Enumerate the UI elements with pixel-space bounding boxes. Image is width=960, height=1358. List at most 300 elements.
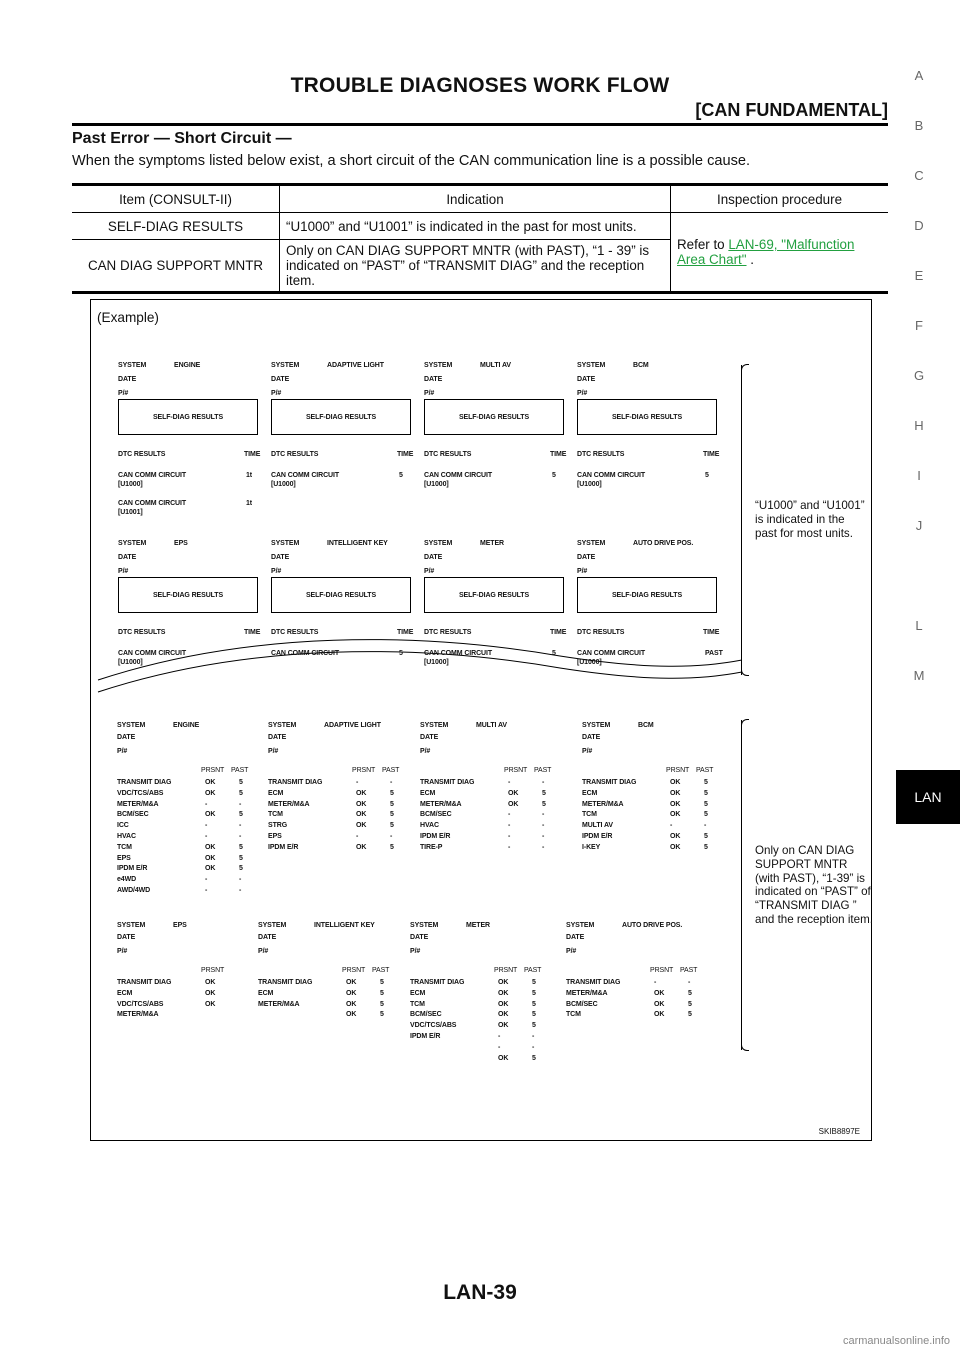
prsnt-value: - — [498, 1043, 501, 1051]
unit-name: EPS — [117, 854, 131, 862]
support-table — [258, 978, 408, 1026]
side-index-j[interactable]: J — [915, 518, 923, 533]
dtc-results-label: DTC RESULTS — [271, 629, 319, 636]
unit-name: BCM/SEC — [420, 811, 452, 819]
prsnt-value: OK — [670, 779, 681, 786]
side-tab-lan[interactable]: LAN — [896, 770, 960, 824]
past-value: 5 — [704, 843, 708, 851]
prsnt-value: - — [205, 822, 208, 830]
unit-name: VDC/TCS/ABS — [117, 789, 164, 797]
unit-name: TRANSMIT DIAG — [117, 979, 172, 986]
prsnt-value: OK — [498, 1022, 509, 1030]
can-comm-label: CAN COMM CIRCUIT — [271, 472, 340, 479]
unit-name: TRANSMIT DIAG — [117, 779, 172, 786]
past-value: - — [542, 822, 545, 830]
row-indication: “U1000” and “U1001” is indicated in the past for most units. — [280, 213, 671, 240]
prsnt-value: OK — [205, 854, 216, 862]
dtc-code: [U1000] — [577, 659, 602, 666]
past-value: - — [542, 779, 545, 786]
side-index-c[interactable]: C — [914, 168, 924, 183]
past-value: 5 — [380, 1011, 384, 1019]
selfdiag-screen — [424, 538, 574, 708]
past-value: 5 — [239, 789, 243, 797]
time-label: TIME — [244, 629, 261, 636]
system-label: SYSTEM — [258, 922, 287, 929]
prsnt-value: OK — [356, 800, 367, 808]
system-name: MULTI AV — [480, 362, 511, 369]
support-screen — [566, 920, 716, 1080]
dtc-results-label: DTC RESULTS — [271, 451, 319, 458]
prsnt-value: OK — [670, 811, 681, 819]
can-comm-label: CAN COMM CIRCUIT — [577, 650, 646, 657]
time-label: TIME — [244, 451, 261, 458]
self-diag-results-box: SELF-DIAG RESULTS — [577, 399, 717, 435]
side-index-i[interactable]: I — [917, 468, 921, 483]
date-label: DATE — [420, 734, 439, 741]
past-value: 5 — [704, 833, 708, 840]
prsnt-value: - — [356, 779, 359, 786]
past-value: 5 — [532, 1000, 536, 1008]
dtc-time: 5 — [399, 472, 403, 479]
system-label: SYSTEM — [271, 540, 300, 547]
unit-name: BCM/SEC — [410, 1011, 442, 1019]
unit-name: ICC — [117, 822, 129, 830]
system-label: SYSTEM — [424, 540, 453, 547]
system-label: SYSTEM — [582, 722, 611, 729]
past-value: 5 — [239, 865, 243, 873]
selfdiag-screen — [271, 538, 421, 708]
system-name: ADAPTIVE LIGHT — [327, 362, 384, 369]
prsnt-value: OK — [356, 789, 367, 797]
date-label: DATE — [424, 376, 443, 383]
pn-label: P/# — [582, 748, 593, 755]
time-label: TIME — [397, 629, 414, 636]
prsnt-label: PRSNT — [494, 967, 518, 974]
side-index-b[interactable]: B — [914, 118, 924, 133]
prsnt-value: - — [508, 811, 511, 819]
prsnt-value: OK — [356, 843, 367, 851]
self-diag-results-box: SELF-DIAG RESULTS — [118, 577, 258, 613]
date-label: DATE — [424, 554, 443, 561]
pn-label: P/# — [117, 748, 128, 755]
prsnt-value: OK — [670, 843, 681, 851]
page-title: TROUBLE DIAGNOSES WORK FLOW — [290, 74, 670, 97]
past-label: PAST — [372, 967, 390, 974]
past-label: PAST — [231, 767, 249, 774]
support-screen — [117, 720, 267, 894]
past-value: - — [239, 887, 242, 894]
date-label: DATE — [268, 734, 287, 741]
dtc-code: [U1000] — [271, 481, 296, 488]
procedure-suffix: . — [746, 252, 754, 267]
side-index-a[interactable]: A — [914, 68, 924, 83]
prsnt-value: - — [205, 876, 208, 884]
past-value: - — [704, 822, 707, 830]
unit-name: VDC/TCS/ABS — [410, 1022, 457, 1030]
date-label: DATE — [582, 734, 601, 741]
dtc-code: [U1000] — [424, 659, 449, 666]
time-label: TIME — [550, 629, 567, 636]
unit-name: METER/M&A — [117, 1011, 159, 1019]
past-value: - — [239, 833, 242, 840]
prsnt-value: OK — [498, 1000, 509, 1008]
prsnt-value: OK — [654, 989, 665, 997]
can-comm-label: CAN COMM CIRCUIT — [118, 500, 187, 507]
prsnt-value: OK — [508, 800, 519, 808]
prsnt-value: - — [205, 887, 208, 894]
system-label: SYSTEM — [424, 362, 453, 369]
system-name: METER — [466, 922, 491, 929]
past-value: - — [542, 811, 545, 819]
past-value: - — [542, 833, 545, 840]
self-diag-results-box: SELF-DIAG RESULTS — [271, 577, 411, 613]
prsnt-value: OK — [498, 1054, 509, 1062]
system-label: SYSTEM — [566, 922, 595, 929]
past-label: PAST — [534, 767, 552, 774]
selfdiag-screen — [118, 360, 268, 530]
selfdiag-screen — [271, 360, 421, 530]
past-value: 5 — [688, 1011, 692, 1019]
watermark: carmanualsonline.info — [842, 1335, 950, 1347]
side-index-l[interactable]: L — [915, 618, 923, 633]
prsnt-value: OK — [654, 1000, 665, 1008]
pn-label: P/# — [117, 948, 128, 955]
dtc-time: 5 — [399, 650, 403, 657]
date-label: DATE — [258, 934, 277, 941]
past-value: - — [542, 843, 545, 851]
system-name: BCM — [638, 722, 654, 729]
unit-name: ECM — [258, 989, 274, 997]
unit-name: TCM — [410, 1000, 425, 1008]
dtc-results-label: DTC RESULTS — [118, 451, 166, 458]
past-value: 5 — [390, 822, 394, 830]
pn-label: P/# — [566, 948, 577, 955]
unit-name: I-KEY — [582, 843, 601, 851]
pn-label: P/# — [410, 948, 421, 955]
past-label: PAST — [696, 767, 714, 774]
selfdiag-screen — [577, 538, 727, 708]
unit-name: HVAC — [117, 833, 136, 840]
dtc-code: [U1000] — [577, 481, 602, 488]
dtc-time: 5 — [705, 472, 709, 479]
past-value: 5 — [239, 854, 243, 862]
dtc-code: [U1001] — [118, 509, 143, 516]
prsnt-value: - — [670, 822, 673, 830]
support-screen — [258, 920, 408, 1080]
unit-name: METER/M&A — [258, 1000, 300, 1008]
unit-name: MULTI AV — [582, 822, 613, 830]
unit-name: STRG — [268, 822, 288, 830]
prsnt-value: - — [205, 833, 208, 840]
unit-name: TCM — [566, 1011, 581, 1019]
past-value: 5 — [390, 843, 394, 851]
unit-name: TRANSMIT DIAG — [566, 979, 621, 986]
procedure-prefix: Refer to — [677, 237, 729, 252]
system-name: ENGINE — [174, 362, 201, 369]
self-diag-results-box: SELF-DIAG RESULTS — [424, 577, 564, 613]
figure-code: SKIB8897E — [818, 1127, 860, 1136]
prsnt-label: PRSNT — [650, 967, 674, 974]
dtc-time: 5 — [552, 472, 556, 479]
selfdiag-screen — [118, 538, 268, 708]
system-name: INTELLIGENT KEY — [314, 922, 375, 929]
system-label: SYSTEM — [117, 922, 146, 929]
support-table — [117, 778, 267, 903]
unit-name: TRANSMIT DIAG — [420, 779, 475, 786]
dtc-results-label: DTC RESULTS — [424, 629, 472, 636]
bracket-bottom — [741, 720, 749, 1050]
prsnt-value: - — [356, 833, 359, 840]
unit-name: ECM — [420, 789, 436, 797]
past-label: PAST — [382, 767, 400, 774]
past-value: 5 — [542, 789, 546, 797]
past-value: 5 — [532, 989, 536, 997]
system-label: SYSTEM — [577, 540, 606, 547]
unit-name: ECM — [582, 789, 598, 797]
prsnt-value: OK — [205, 1000, 216, 1008]
past-value: 5 — [239, 779, 243, 786]
past-value: - — [239, 822, 242, 830]
row-item: CAN DIAG SUPPORT MNTR — [72, 240, 280, 293]
past-value: 5 — [532, 979, 536, 986]
selfdiag-screen — [577, 360, 727, 530]
date-label: DATE — [410, 934, 429, 941]
unit-name: ECM — [410, 989, 426, 997]
support-table — [420, 778, 570, 859]
past-value: 5 — [239, 843, 243, 851]
prsnt-value: OK — [670, 833, 681, 840]
prsnt-value: OK — [670, 789, 681, 797]
dtc-time: 1t — [246, 472, 253, 479]
prsnt-label: PRSNT — [666, 767, 690, 774]
unit-name: TCM — [117, 843, 132, 851]
system-label: SYSTEM — [117, 722, 146, 729]
past-value: 5 — [704, 789, 708, 797]
prsnt-value: OK — [670, 800, 681, 808]
system-label: SYSTEM — [271, 362, 300, 369]
dtc-time: 5 — [552, 650, 556, 657]
system-label: SYSTEM — [268, 722, 297, 729]
can-comm-label: CAN COMM CIRCUIT — [118, 472, 187, 479]
prsnt-value: OK — [508, 789, 519, 797]
prsnt-value: OK — [346, 1011, 357, 1019]
prsnt-value: OK — [654, 1011, 665, 1019]
past-value: - — [239, 876, 242, 884]
past-value: - — [390, 779, 393, 786]
unit-name: METER/M&A — [268, 800, 310, 808]
pn-label: P/# — [268, 748, 279, 755]
can-comm-label: CAN COMM CIRCUIT — [424, 472, 493, 479]
can-comm-label: CAN COMM CIRCUIT — [424, 650, 493, 657]
past-value: 5 — [542, 800, 546, 808]
prsnt-label: PRSNT — [201, 967, 225, 974]
dtc-time: 1t — [246, 500, 253, 507]
system-name: AUTO DRIVE POS. — [633, 540, 694, 547]
unit-name: BCM/SEC — [117, 811, 149, 819]
unit-name: TRANSMIT DIAG — [582, 779, 637, 786]
unit-name: ECM — [117, 989, 133, 997]
past-value: 5 — [390, 800, 394, 808]
prsnt-label: PRSNT — [352, 767, 376, 774]
prsnt-value: OK — [498, 989, 509, 997]
prsnt-label: PRSNT — [504, 767, 528, 774]
prsnt-value: OK — [498, 1011, 509, 1019]
support-screen — [410, 920, 560, 1080]
header-indication: Indication — [280, 185, 671, 213]
prsnt-value: OK — [205, 779, 216, 786]
system-name: MULTI AV — [476, 722, 507, 729]
support-screen — [420, 720, 570, 880]
date-label: DATE — [117, 734, 136, 741]
system-name: INTELLIGENT KEY — [327, 540, 388, 547]
self-diag-results-box: SELF-DIAG RESULTS — [577, 577, 717, 613]
unit-name: METER/M&A — [420, 800, 462, 808]
prsnt-label: PRSNT — [342, 967, 366, 974]
prsnt-value: - — [508, 822, 511, 830]
past-label: PAST — [524, 967, 542, 974]
unit-name: TRANSMIT DIAG — [410, 979, 465, 986]
system-label: SYSTEM — [118, 540, 147, 547]
date-label: DATE — [118, 554, 137, 561]
past-value: 5 — [532, 1054, 536, 1062]
side-index-d[interactable]: D — [914, 218, 924, 233]
unit-name: IPDM E/R — [582, 833, 613, 840]
dtc-results-label: DTC RESULTS — [577, 629, 625, 636]
prsnt-value: OK — [346, 989, 357, 997]
side-index-e[interactable]: E — [914, 268, 924, 283]
can-comm-label: CAN COMM CIRCUIT — [271, 650, 340, 657]
row-indication: Only on CAN DIAG SUPPORT MNTR (with PAST), “1 - 39” is indicated on “PAST” of “TRANSMIT DIAG” and the reception item. — [280, 240, 671, 293]
prsnt-value: OK — [205, 979, 216, 986]
past-value: 5 — [390, 789, 394, 797]
row-item: SELF-DIAG RESULTS — [72, 213, 280, 240]
support-table — [582, 778, 732, 859]
pn-label: P/# — [271, 390, 282, 397]
unit-name: AWD/4WD — [117, 887, 151, 894]
side-index-h[interactable]: H — [914, 418, 924, 433]
past-value: 5 — [380, 979, 384, 986]
unit-name: METER/M&A — [117, 800, 159, 808]
prsnt-value: OK — [205, 989, 216, 997]
selfdiag-screen — [424, 360, 574, 530]
prsnt-label: PRSNT — [201, 767, 225, 774]
prsnt-value: - — [508, 779, 511, 786]
unit-name: ECM — [268, 789, 284, 797]
malfunction-area-chart-link[interactable]: LAN-69, "Malfunction Area Chart" — [677, 237, 855, 267]
system-label: SYSTEM — [118, 362, 147, 369]
prsnt-value: OK — [205, 789, 216, 797]
self-diag-results-box: SELF-DIAG RESULTS — [271, 399, 411, 435]
pn-label: P/# — [118, 568, 129, 575]
page-number: LAN-39 — [443, 1281, 517, 1304]
past-value: 5 — [704, 800, 708, 808]
pn-label: P/# — [577, 390, 588, 397]
self-diag-results-box: SELF-DIAG RESULTS — [118, 399, 258, 435]
past-value: - — [532, 1033, 535, 1040]
side-index-m[interactable]: M — [913, 668, 925, 683]
past-value: 5 — [532, 1022, 536, 1030]
side-index-g[interactable]: G — [913, 368, 925, 383]
support-table — [268, 778, 418, 859]
system-name: ENGINE — [173, 722, 200, 729]
system-name: EPS — [174, 540, 188, 547]
support-screen — [117, 920, 267, 1080]
unit-name: TCM — [268, 811, 283, 819]
past-value: - — [239, 800, 242, 808]
past-value: - — [532, 1043, 535, 1051]
unit-name: TIRE-P — [420, 843, 443, 851]
section-title: Past Error — Short Circuit — — [72, 130, 292, 147]
system-label: SYSTEM — [420, 722, 449, 729]
dtc-time: PAST — [705, 650, 723, 657]
past-value: 5 — [688, 1000, 692, 1008]
side-index-f[interactable]: F — [915, 318, 923, 333]
date-label: DATE — [577, 554, 596, 561]
intro-text: When the symptoms listed below exist, a short circuit of the CAN communication line is a possible cause. — [72, 153, 751, 169]
date-label: DATE — [117, 934, 136, 941]
dtc-code: [U1000] — [118, 481, 143, 488]
unit-name: IPDM E/R — [117, 865, 148, 873]
unit-name: METER/M&A — [582, 800, 624, 808]
unit-name: IPDM E/R — [420, 833, 451, 840]
can-comm-label: CAN COMM CIRCUIT — [577, 472, 646, 479]
past-value: 5 — [704, 779, 708, 786]
prsnt-value: - — [654, 979, 657, 986]
prsnt-value: OK — [346, 1000, 357, 1008]
pn-label: P/# — [271, 568, 282, 575]
example-label: (Example) — [97, 310, 159, 325]
date-label: DATE — [118, 376, 137, 383]
pn-label: P/# — [118, 390, 129, 397]
support-table — [566, 978, 716, 1026]
unit-name: HVAC — [420, 822, 439, 830]
system-name: EPS — [173, 922, 187, 929]
system-name: METER — [480, 540, 505, 547]
support-screen — [268, 720, 418, 880]
unit-name: BCM/SEC — [566, 1000, 598, 1008]
prsnt-value: - — [508, 833, 511, 840]
pn-label: P/# — [577, 568, 588, 575]
system-label: SYSTEM — [410, 922, 439, 929]
unit-name: VDC/TCS/ABS — [117, 1000, 164, 1008]
bracket-top — [741, 365, 749, 675]
unit-name: EPS — [268, 833, 282, 840]
prsnt-value: OK — [356, 822, 367, 830]
pn-label: P/# — [424, 568, 435, 575]
dtc-results-label: DTC RESULTS — [424, 451, 472, 458]
time-label: TIME — [550, 451, 567, 458]
past-value: 5 — [704, 811, 708, 819]
unit-name: METER/M&A — [566, 989, 608, 997]
prsnt-value: - — [498, 1033, 501, 1040]
annotation-past-dtc: “U1000” and “U1001” is indicated in the past for most units. — [755, 499, 865, 540]
support-table — [117, 978, 267, 1026]
unit-name: e4WD — [117, 876, 137, 884]
annotation-support-mntr: Only on CAN DIAG SUPPORT MNTR (with PAST), “1-39” is indicated on “PAST” of “TRANSMIT DIAG ” and the reception item. — [755, 844, 873, 926]
support-screen — [582, 720, 732, 880]
prsnt-value: OK — [498, 979, 509, 986]
past-value: 5 — [532, 1011, 536, 1019]
dtc-results-label: DTC RESULTS — [577, 451, 625, 458]
date-label: DATE — [566, 934, 585, 941]
pn-label: P/# — [258, 948, 269, 955]
header-item: Item (CONSULT-II) — [72, 185, 280, 213]
system-name: BCM — [633, 362, 649, 369]
date-label: DATE — [271, 554, 290, 561]
time-label: TIME — [397, 451, 414, 458]
past-value: 5 — [390, 811, 394, 819]
time-label: TIME — [703, 629, 720, 636]
